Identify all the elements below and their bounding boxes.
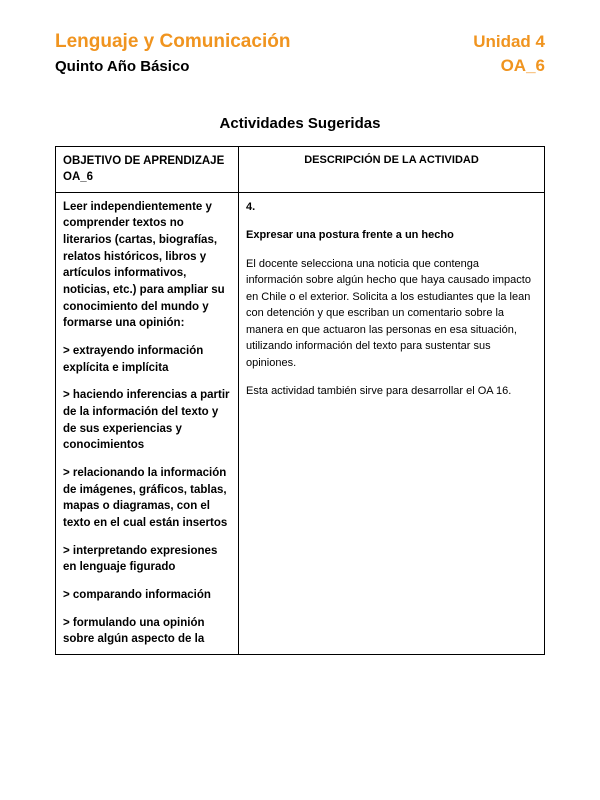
activity-paragraph: El docente selecciona una noticia que contenga información sobre algún hecho que haya causado impacto en Chile o el exterior. Solicita a los estudiantes que la lean con detención y que escriban un comentario sobre la manera en que actuaron las personas en esa situación, utilizando información del texto para sustentar sus opiniones. [246, 257, 531, 369]
objective-paragraph: > extrayendo información explícita e implícita [63, 344, 204, 374]
activity-number: 4. [246, 200, 256, 213]
description-cell [239, 192, 545, 654]
objective-paragraph: > haciendo inferencias a partir de la información del texto y de sus experiencias y conocimientos [63, 389, 230, 452]
header-right-group [473, 31, 545, 77]
unit-title: Unidad 4 [473, 32, 545, 51]
objective-cell [56, 192, 239, 654]
column-header-objective: OBJETIVO DE APRENDIZAJE OA_6 [56, 147, 239, 192]
section-title: Actividades Sugeridas [219, 115, 381, 133]
objective-paragraph: Leer independientemente y comprender textos no literarios (cartas, biografías, relatos históricos, libros y artículos informativos, noticias, etc.) para ampliar su conocimiento del mundo y formarse una opinión: [63, 200, 225, 330]
objective-paragraph: > relacionando la información de imágenes, gráficos, tablas, mapas o diagramas, con el texto en el cual están insertos [63, 466, 228, 529]
table-header-row [56, 147, 545, 192]
activity-heading: Expresar una postura frente a un hecho [246, 229, 454, 242]
activity-table-head [56, 147, 545, 192]
grade-title: Quinto Año Básico [55, 57, 190, 75]
column-header-description: DESCRIPCIÓN DE LA ACTIVIDAD [239, 147, 545, 192]
document-header [55, 30, 545, 77]
subject-title: Lenguaje y Comunicación [55, 31, 291, 52]
objective-paragraph: > interpretando expresiones en lenguaje figurado [63, 544, 218, 574]
header-left-group [55, 30, 290, 76]
objective-paragraph: > comparando información [63, 588, 211, 601]
objective-paragraph: > formulando una opinión sobre algún aspecto de la [63, 616, 205, 646]
activity-table [55, 146, 545, 655]
oa-code-title: OA_6 [500, 56, 545, 76]
activity-table-body [56, 192, 545, 654]
activity-paragraph: Esta actividad también sirve para desarrollar el OA 16. [246, 385, 512, 398]
table-row [56, 192, 545, 654]
